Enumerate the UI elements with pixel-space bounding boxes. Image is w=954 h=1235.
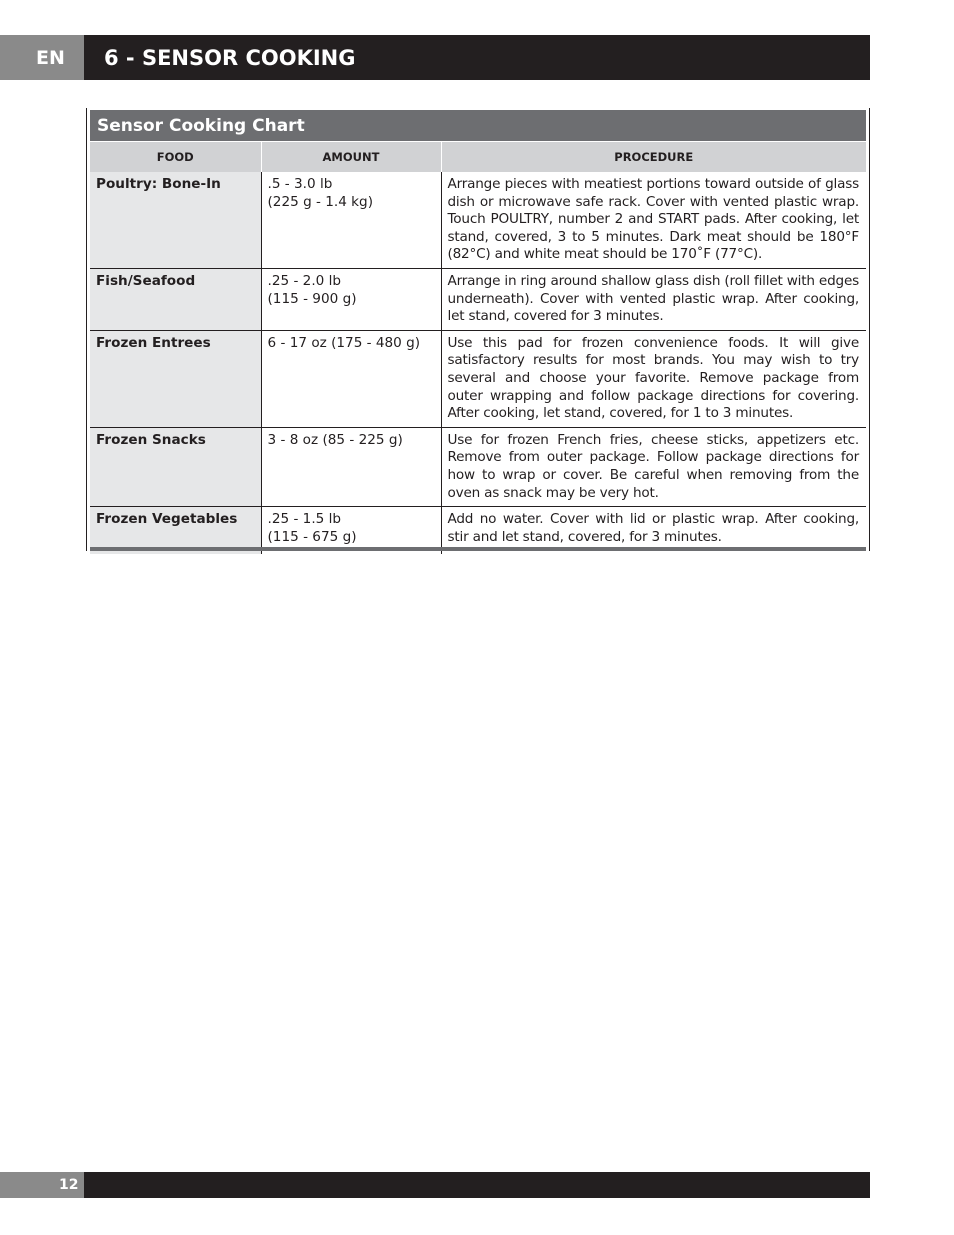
amount-cell	[261, 427, 441, 506]
amount-line: 3 - 8 oz (85 - 225 g)	[267, 431, 403, 448]
chart-title: Sensor Cooking Chart	[90, 110, 866, 141]
procedure-cell: Arrange pieces with meatiest portions toward outside of glass dish or microwave safe rack. Cover with vented plastic wrap. Touch POULTRY, number 2 and START pads. After cooking, let stand, covered, 3 to 5 minutes. Dark meat should be 180°F (82°C) and white meat should be 170˚F (77°C).	[441, 172, 866, 268]
table-header-row	[90, 142, 866, 172]
procedure-cell: Use for frozen French fries, cheese sticks, appetizers etc. Remove from outer package. Follow package directions for how to wrap or cover. Be careful when removing from the oven as snack may be very hot.	[441, 427, 866, 506]
procedure-cell: Use this pad for frozen convenience foods. It will give satisfactory results for most brands. You may wish to try several and choose your favorite. Remove package from outer wrapping and follow package directions for covering. After cooking, let stand, covered, for 1 to 3 minutes.	[441, 330, 866, 427]
amount-line: 6 - 17 oz (175 - 480 g)	[267, 334, 421, 351]
table-row	[90, 268, 866, 330]
amount-cell	[261, 172, 441, 268]
food-cell: Frozen Vegetables	[90, 507, 261, 554]
chart-bottom-rule	[90, 547, 866, 551]
food-cell: Frozen Entrees	[90, 330, 261, 427]
column-header-procedure: PROCEDURE	[441, 142, 866, 172]
section-title: 6 - SENSOR COOKING	[84, 35, 870, 80]
table-row	[90, 427, 866, 506]
food-cell: Fish/Seafood	[90, 268, 261, 330]
amount-cell	[261, 330, 441, 427]
table-row	[90, 172, 866, 268]
amount-line: (225 g - 1.4 kg)	[267, 193, 373, 210]
food-cell: Poultry: Bone-In	[90, 172, 261, 268]
column-header-food: FOOD	[90, 142, 261, 172]
table-row	[90, 330, 866, 427]
column-header-amount: AMOUNT	[261, 142, 441, 172]
amount-line: (115 - 675 g)	[267, 528, 357, 545]
amount-cell	[261, 268, 441, 330]
language-tab: EN	[0, 35, 84, 80]
food-cell: Frozen Snacks	[90, 427, 261, 506]
page-number: 12	[0, 1172, 84, 1198]
amount-line: .25 - 1.5 lb	[267, 511, 342, 528]
amount-line: .25 - 2.0 lb	[267, 272, 342, 289]
procedure-cell: Arrange in ring around shallow glass dish (roll fillet with edges underneath). Cover with vented plastic wrap. After cooking, let stand, covered for 3 minutes.	[441, 268, 866, 330]
sensor-cooking-table	[90, 142, 866, 554]
amount-line: .5 - 3.0 lb	[267, 176, 333, 192]
procedure-cell: Add no water. Cover with lid or plastic wrap. After cooking, stir and let stand, covered, for 3 minutes.	[441, 507, 866, 554]
footer-bar	[84, 1172, 870, 1198]
amount-line: (115 - 900 g)	[267, 290, 357, 307]
